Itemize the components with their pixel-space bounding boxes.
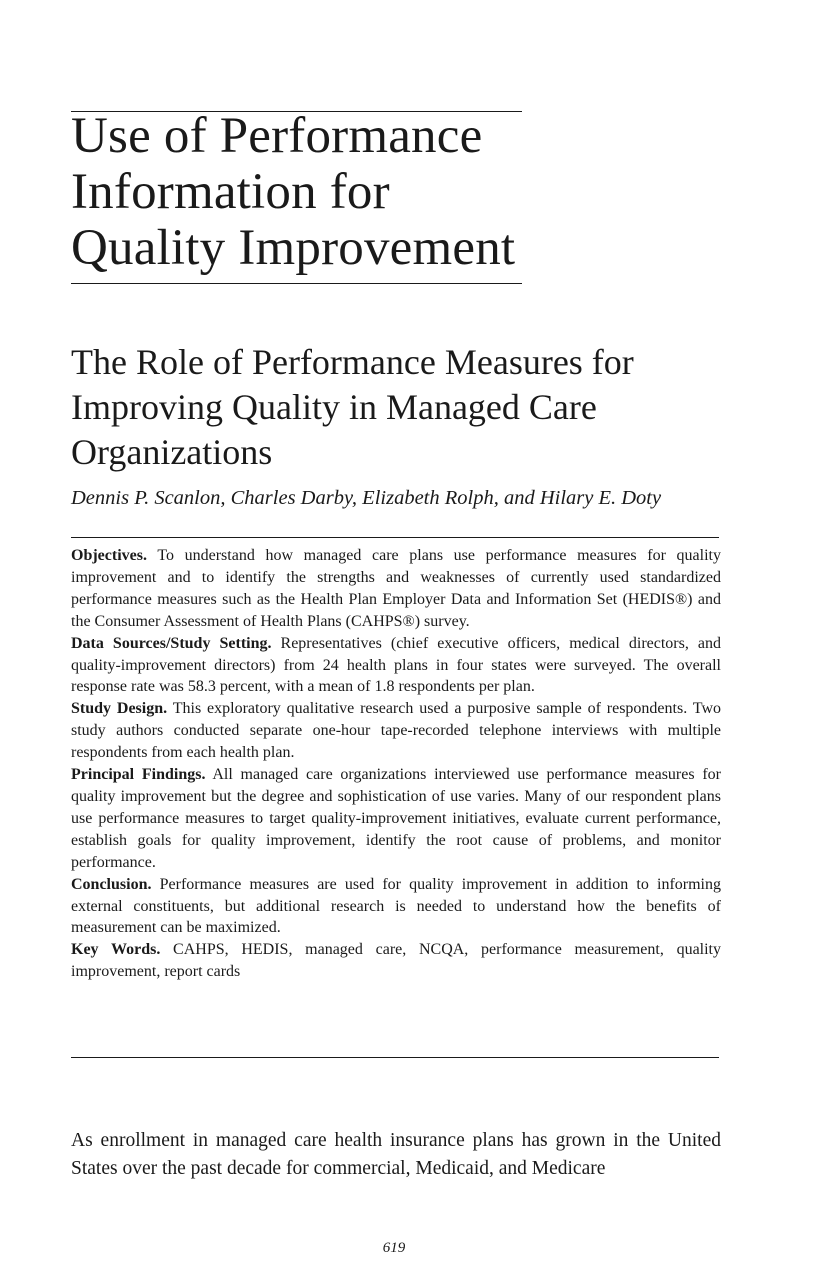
abstract [71, 545, 721, 983]
abstract-paragraph-data-sources [71, 633, 721, 699]
abstract-text: Representatives (chief executive officers, medical directors, and quality-improvement directors) from 24 health plans in four states were surveyed. The overall response rate was 58.3 percent, with a mean of 1.8 respondents per plan. [71, 634, 721, 696]
article-title-line: Improving Quality in Managed Care [71, 387, 597, 427]
page-number: 619 [382, 1240, 406, 1256]
article-title-line: The Role of Performance Measures for [71, 342, 634, 382]
abstract-text: CAHPS, HEDIS, managed care, NCQA, performance measurement, quality improvement, report cards [71, 941, 722, 981]
abstract-text: Performance measures are used for quality improvement in addition to informing external constituents, but additional research is needed to understand how the benefits of measurement can be maximized. [71, 875, 721, 937]
section-title-line: Quality Improvement [71, 220, 516, 276]
abstract-label: Data Sources/Study Setting. [71, 634, 272, 652]
abstract-paragraph-conclusion [71, 874, 721, 940]
abstract-text: This exploratory qualitative research used a purposive sample of respondents. Two study authors conducted separate one-hour tape-recorded telephone interviews with multiple respondents from each health plan. [71, 700, 722, 762]
article-title-line: Organizations [71, 432, 273, 472]
abstract-text: All managed care organizations interviewed use performance measures for quality improvement but the degree and sophistication of use varies. Many of our respondent plans use performance measures to target quality-improvement initiatives, evaluate current performance, establish goals for quality improvement, identify the root cause of problems, and monitor performance. [71, 766, 721, 871]
abstract-paragraph-key-words [71, 939, 721, 983]
abstract-label: Study Design. [71, 700, 168, 718]
body-paragraph: As enrollment in managed care health insurance plans has grown in the United States over the past decade for commercial, Medicaid, and Medicare [71, 1130, 721, 1179]
article-title [71, 340, 731, 475]
abstract-paragraph-study-design [71, 698, 721, 764]
section-title-line: Use of Performance [71, 108, 483, 164]
abstract-text: To understand how managed care plans use performance measures for quality improvement and to identify the strengths and weaknesses of currently used standardized performance measures such as the Health Plan Employer Data and Information Set (HEDIS®) and the Consumer Assessment of Health Plans (CAHPS®) survey. [71, 547, 721, 630]
abstract-label: Conclusion. [71, 875, 152, 893]
abstract-label: Objectives. [71, 547, 147, 564]
abstract-label: Principal Findings. [71, 766, 206, 784]
abstract-label: Key Words. [71, 941, 161, 959]
section-title-line: Information for [71, 164, 390, 220]
abstract-paragraph-findings [71, 764, 721, 874]
abstract-bottom-rule [71, 1057, 719, 1058]
section-title-bottom-rule [71, 283, 522, 284]
abstract-top-rule [71, 537, 719, 538]
author-list: Dennis P. Scanlon, Charles Darby, Elizabeth Rolph, and Hilary E. Doty [71, 487, 662, 509]
abstract-paragraph-objectives [71, 545, 721, 633]
section-title [71, 108, 541, 276]
